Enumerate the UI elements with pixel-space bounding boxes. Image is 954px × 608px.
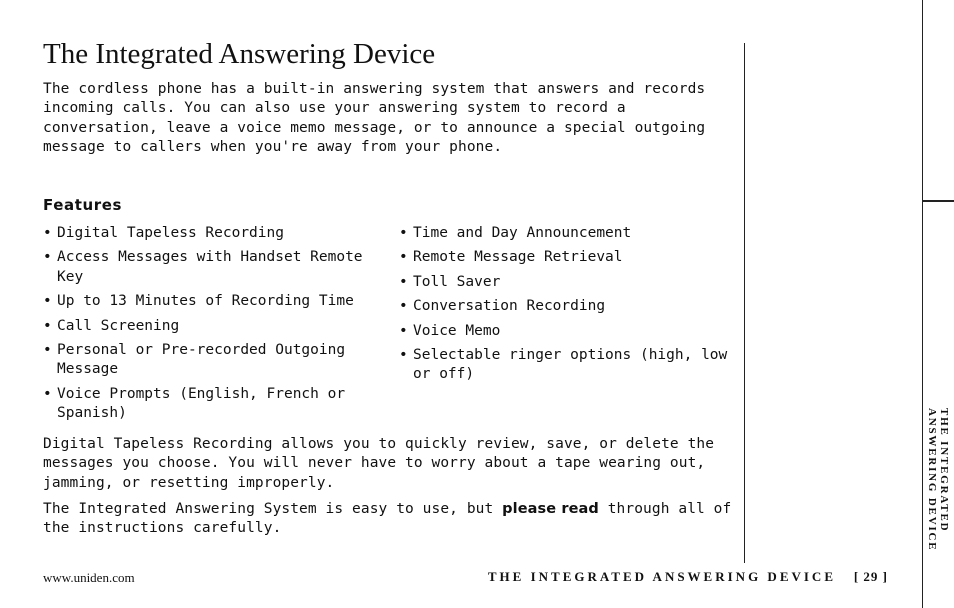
feature-label: Selectable ringer options (high, low or off) <box>413 347 728 383</box>
instructions-text-end: through all of the instructions carefully. <box>43 501 732 537</box>
feature-label: Conversation Recording <box>413 298 606 315</box>
list-item <box>399 273 734 292</box>
feature-label: Personal or Pre-recorded Outgoing Message <box>57 342 346 378</box>
features-heading: Features <box>43 196 123 214</box>
bullet-icon: • <box>43 385 52 402</box>
feature-label: Access Messages with Handset Remote Key <box>57 249 363 285</box>
feature-label: Digital Tapeless Recording <box>57 225 284 241</box>
instructions-emphasis: please read <box>502 501 599 517</box>
list-item <box>43 341 373 380</box>
list-item <box>399 224 734 243</box>
list-item <box>399 248 734 267</box>
list-item <box>43 224 373 243</box>
feature-label: Time and Day Announcement <box>413 225 632 241</box>
tapeless-paragraph: Digital Tapeless Recording allows you to quickly review, save, or delete the messages you choose. You will never have to worry about a tape wearing out, jamming, or resetting improperly. <box>43 436 715 491</box>
side-tab-label <box>926 408 950 551</box>
instructions-paragraph <box>43 500 743 539</box>
list-item <box>43 292 373 311</box>
list-item <box>43 317 373 336</box>
bullet-icon: • <box>43 342 52 359</box>
list-item <box>43 248 373 287</box>
instructions-text-start: The Integrated Answering System is easy to use, but <box>43 501 503 517</box>
feature-label: Up to 13 Minutes of Recording Time <box>57 293 354 310</box>
bullet-icon: • <box>43 249 52 266</box>
list-item <box>399 346 734 385</box>
feature-label: Toll Saver <box>413 273 501 290</box>
list-item <box>43 385 373 424</box>
side-tab-line-2: ANSWERING DEVICE <box>926 408 938 552</box>
features-list-left <box>43 224 373 429</box>
feature-label: Remote Message Retrieval <box>413 249 623 266</box>
bullet-icon: • <box>399 273 408 290</box>
footer-section-title: THE INTEGRATED ANSWERING DEVICE <box>487 569 836 584</box>
side-tab <box>923 400 954 608</box>
intro-paragraph: The cordless phone has a built-in answering system that answers and records incoming calls. You can also use your answering system to record a conversation, leave a voice memo message, or to announce a special outgoing message to callers when you're away from your phone. <box>43 81 706 156</box>
page-edge-tick <box>922 200 954 202</box>
side-tab-line-1: THE INTEGRATED <box>938 408 950 533</box>
list-item <box>399 322 734 341</box>
bullet-icon: • <box>43 225 52 241</box>
list-item <box>399 297 734 316</box>
feature-label: Voice Memo <box>413 322 501 339</box>
bullet-icon: • <box>399 225 408 241</box>
bullet-icon: • <box>399 347 408 364</box>
bullet-icon: • <box>399 249 408 266</box>
bullet-icon: • <box>399 322 408 339</box>
footer-page-number: [ 29 ] <box>853 569 888 584</box>
bullet-icon: • <box>43 317 52 334</box>
bullet-icon: • <box>43 293 52 310</box>
column-divider <box>744 43 745 563</box>
features-list-right <box>399 224 734 390</box>
page-title: The Integrated Answering Device <box>43 38 436 70</box>
footer-url: www.uniden.com <box>43 570 135 585</box>
bullet-icon: • <box>399 298 408 315</box>
feature-label: Voice Prompts (English, French or Spanish) <box>57 385 346 422</box>
feature-label: Call Screening <box>57 317 180 334</box>
